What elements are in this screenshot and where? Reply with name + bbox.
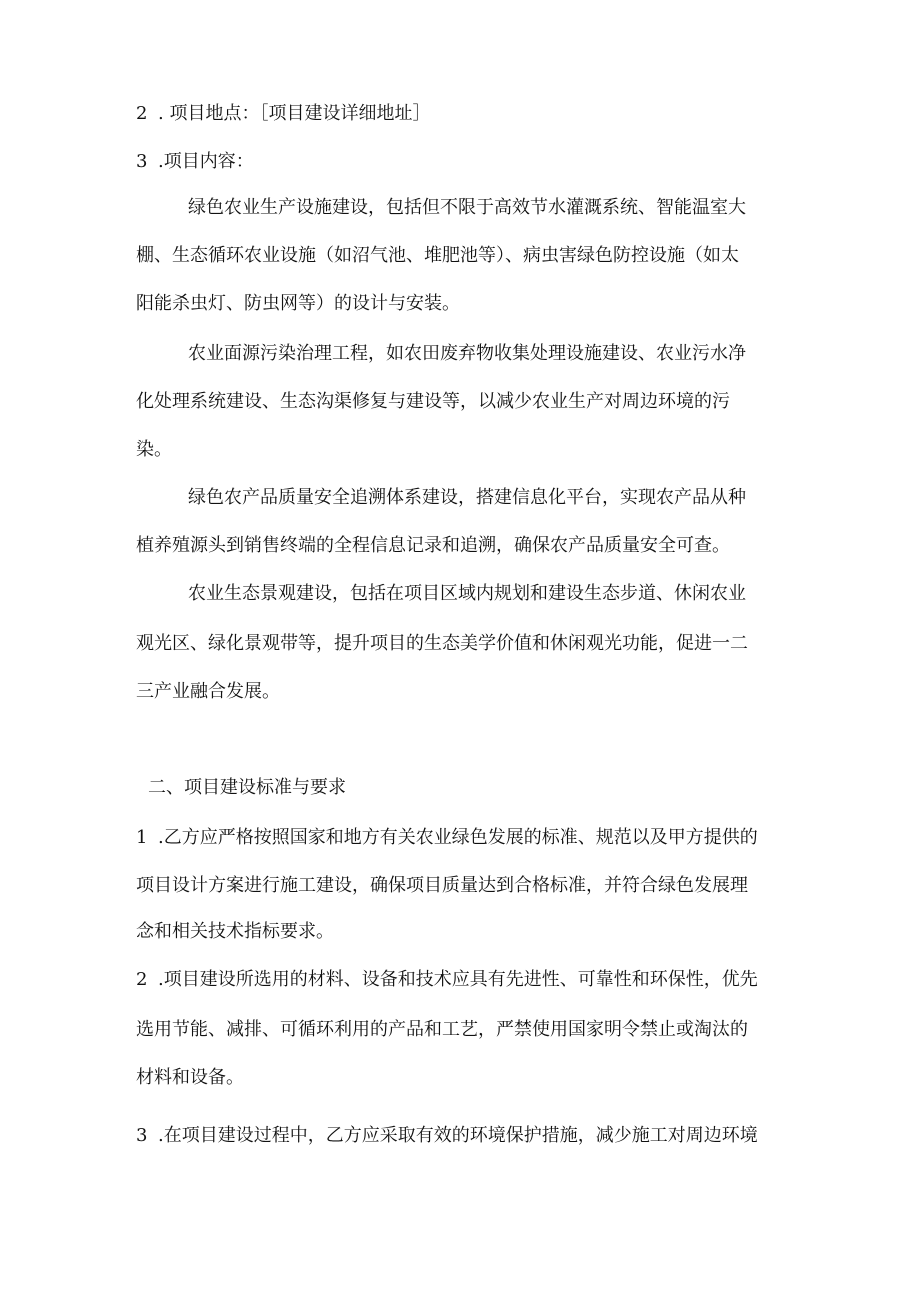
section-heading: 二、项目建设标准与要求: [148, 777, 346, 798]
paragraph-line: 观光区、绿化景观带等，提升项目的生态美学价值和休闲观光功能，促进一二: [136, 633, 748, 654]
standard-3-line: [136, 1124, 758, 1148]
paragraph-line: 念和相关技术指标要求。: [136, 921, 334, 942]
paragraph-line: 三产业融合发展。: [136, 681, 280, 702]
item-2-location: [136, 102, 430, 126]
item-3-content: [136, 150, 254, 174]
item-number: 3: [136, 1125, 148, 1146]
paragraph-line: 项目设计方案进行施工建设，确保项目质量达到合格标准，并符合绿色发展理: [136, 875, 748, 896]
standard-2-line: [136, 968, 758, 992]
paragraph-line: 绿色农产品质量安全追溯体系建设，搭建信息化平台，实现农产品从种: [188, 487, 746, 508]
paragraph-line: 化处理系统建设、生态沟渠修复与建设等，以减少农业生产对周边环境的污: [136, 391, 730, 412]
item-text: .在项目建设过程中，乙方应采取有效的环境保护措施，减少施工对周边环境: [158, 1125, 758, 1146]
item-text: .项目建设所选用的材料、设备和技术应具有先进性、可靠性和环保性，优先: [158, 969, 758, 990]
item-number: 1: [136, 827, 148, 848]
paragraph-line: 绿色农业生产设施建设，包括但不限于高效节水灌溉系统、智能温室大: [188, 197, 746, 218]
paragraph-line: 棚、生态循环农业设施（如沼气池、堆肥池等）、病虫害绿色防控设施（如太: [136, 245, 739, 266]
paragraph-line: 农业面源污染治理工程，如农田废弃物收集处理设施建设、农业污水净: [188, 343, 746, 364]
paragraph-line: 染。: [136, 439, 172, 460]
item-text: .乙方应严格按照国家和地方有关农业绿色发展的标准、规范以及甲方提供的: [158, 827, 758, 848]
paragraph-line: 选用节能、减排、可循环利用的产品和工艺，严禁使用国家明令禁止或淘汰的: [136, 1019, 748, 1040]
standard-1-line: [136, 826, 758, 850]
item-number: 3: [136, 151, 148, 172]
paragraph-line: 农业生态景观建设，包括在项目区域内规划和建设生态步道、休闲农业: [188, 583, 746, 604]
paragraph-line: 材料和设备。: [136, 1067, 244, 1088]
paragraph-line: 阳能杀虫灯、防虫网等）的设计与安装。: [136, 293, 460, 314]
item-number: 2: [136, 103, 148, 124]
item-text: . 项目地点：［项目建设详细地址］: [158, 103, 431, 124]
item-text: .项目内容：: [158, 151, 254, 172]
item-number: 2: [136, 969, 148, 990]
paragraph-line: 植养殖源头到销售终端的全程信息记录和追溯，确保农产品质量安全可查。: [136, 535, 730, 556]
